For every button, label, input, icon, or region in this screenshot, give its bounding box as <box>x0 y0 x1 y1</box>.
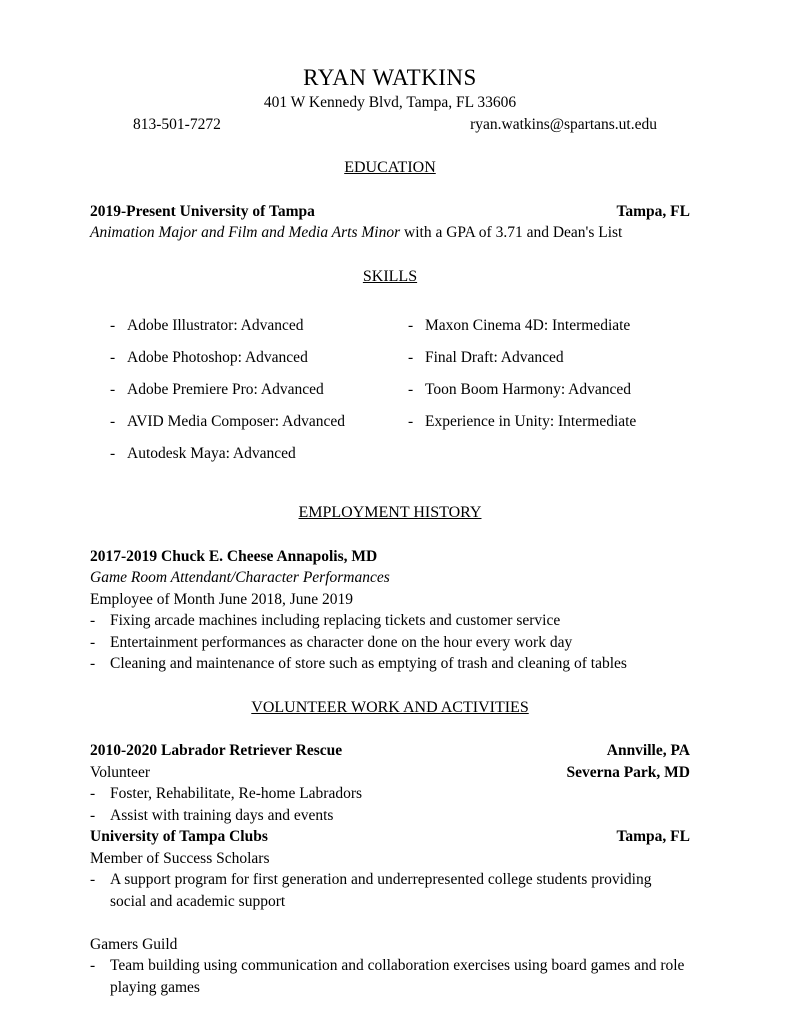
labrador-title: 2010-2020 Labrador Retriever Rescue <box>90 742 343 759</box>
bullet-text: Team building using communication and collaboration exercises using board games and role playing games <box>110 957 685 996</box>
bullet-dash: - <box>110 413 116 430</box>
bullet-dash: - <box>90 612 96 629</box>
employment-heading: EMPLOYMENT HISTORY <box>298 504 482 521</box>
bullet-dash: - <box>110 445 116 462</box>
skill-text: Toon Boom Harmony: Advanced <box>425 381 631 398</box>
employment-bullet <box>90 653 690 675</box>
labrador-bullet <box>90 783 690 805</box>
gamers-title: Gamers Guild <box>90 935 178 953</box>
email-address: ryan.watkins@spartans.ut.edu <box>470 115 657 133</box>
clubs-title: University of Tampa Clubs <box>90 828 268 845</box>
bullet-text: Cleaning and maintenance of store such as emptying of trash and cleaning of tables <box>110 655 627 672</box>
bullet-dash: - <box>408 381 414 398</box>
bullet-text: Entertainment performances as character done on the hour every work day <box>110 633 573 651</box>
skill-item <box>408 315 690 337</box>
degree-major-minor: Animation Major and Film and Media Arts Minor <box>90 224 401 241</box>
bullet-text: Assist with training days and events <box>110 806 334 824</box>
bullet-dash: - <box>90 871 96 888</box>
skill-text: Maxon Cinema 4D: Intermediate <box>425 317 631 334</box>
education-section <box>90 201 690 244</box>
bullet-dash: - <box>408 317 414 334</box>
bullet-dash: - <box>90 785 96 802</box>
employment-bullet <box>90 610 690 632</box>
employment-role: Game Room Attendant/Character Performances <box>90 569 390 586</box>
employment-bullet <box>90 632 690 654</box>
gamers-bullet <box>90 955 690 998</box>
labrador-role: Volunteer <box>90 763 150 781</box>
skills-section <box>90 315 690 475</box>
education-entry-title: 2019-Present University of Tampa <box>90 202 315 220</box>
blank-line <box>90 912 690 934</box>
clubs-role: Member of Success Scholars <box>90 849 270 867</box>
skill-item <box>110 347 408 369</box>
skill-item <box>408 379 690 401</box>
bullet-dash: - <box>110 317 116 334</box>
phone-number: 813-501-7272 <box>133 115 221 133</box>
bullet-text: A support program for first generation and underrepresented college students providing social and academic support <box>110 871 652 910</box>
skill-text: AVID Media Composer: Advanced <box>127 413 345 430</box>
bullet-dash: - <box>90 957 96 974</box>
skill-text: Adobe Illustrator: Advanced <box>127 317 304 334</box>
bullet-dash: - <box>90 633 96 651</box>
degree-gpa: with a GPA of 3.71 and Dean's List <box>400 224 623 241</box>
skill-item <box>408 347 690 369</box>
skills-heading: SKILLS <box>362 267 418 285</box>
skill-text: Adobe Photoshop: Advanced <box>127 349 308 366</box>
labrador-entry-row <box>90 740 690 762</box>
bullet-dash: - <box>408 413 414 430</box>
skill-text: Final Draft: Advanced <box>425 349 564 366</box>
skill-item <box>408 411 690 433</box>
bullet-text: Foster, Rehabilitate, Re-home Labradors <box>110 785 363 802</box>
skill-text: Adobe Premiere Pro: Advanced <box>127 381 324 398</box>
employment-award: Employee of Month June 2018, June 2019 <box>90 590 354 608</box>
street-address: 401 W Kennedy Blvd, Tampa, FL 33606 <box>263 94 517 111</box>
bullet-dash: - <box>110 349 116 366</box>
skills-column-left <box>90 315 408 475</box>
education-heading: EDUCATION <box>344 159 436 176</box>
volunteer-heading: VOLUNTEER WORK AND ACTIVITIES <box>251 698 529 716</box>
skill-item <box>110 411 408 433</box>
education-degree-line <box>90 222 690 244</box>
bullet-dash: - <box>110 381 116 398</box>
labrador-role-row <box>90 762 690 784</box>
skill-item <box>110 379 408 401</box>
skills-column-right <box>408 315 690 475</box>
bullet-text: Fixing arcade machines including replacing tickets and customer service <box>110 612 561 629</box>
labrador-location-2: Severna Park, MD <box>566 763 690 781</box>
volunteer-section <box>90 740 690 998</box>
skill-item <box>110 443 408 465</box>
clubs-entry-row <box>90 826 690 848</box>
bullet-dash: - <box>90 806 96 824</box>
labrador-location-1: Annville, PA <box>606 742 690 759</box>
clubs-location: Tampa, FL <box>616 828 690 845</box>
person-name: RYAN WATKINS <box>303 65 477 90</box>
bullet-dash: - <box>90 655 96 672</box>
skill-text: Experience in Unity: Intermediate <box>425 413 637 430</box>
bullet-dash: - <box>408 349 414 366</box>
education-entry-location: Tampa, FL <box>616 202 690 220</box>
resume-header <box>90 64 690 135</box>
employment-section <box>90 546 690 675</box>
skill-text: Autodesk Maya: Advanced <box>127 445 296 462</box>
clubs-bullet <box>90 869 690 912</box>
labrador-bullet <box>90 805 690 827</box>
employment-entry-title: 2017-2019 Chuck E. Cheese Annapolis, MD <box>90 547 378 565</box>
contact-row <box>90 114 690 136</box>
education-entry-row <box>90 201 690 223</box>
skill-item <box>110 315 408 337</box>
